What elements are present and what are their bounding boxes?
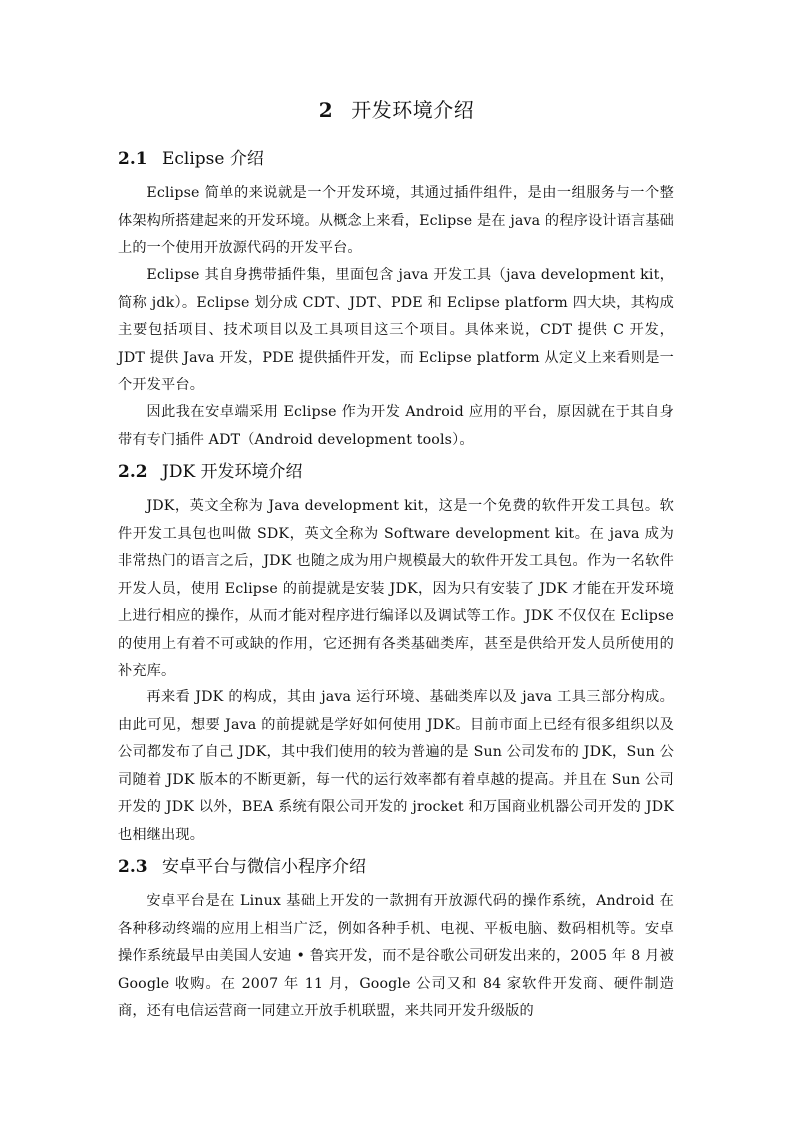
section-number: 2.3 <box>118 857 148 877</box>
section-title: JDK 开发环境介绍 <box>162 462 303 482</box>
chapter-title-text: 开发环境介绍 <box>351 98 475 122</box>
paragraph: Eclipse 其自身携带插件集，里面包含 java 开发工具（java development kit，简称 jdk）。Eclipse 划分成 CDT、JDT、PDE 和 Eclipse platform 四大块，其构成主要包括项目、技术项目以及工具项目这三个项目。具体来说，CDT 提供 C 开发，JDT 提供 Java 开发，PDE 提供插件开发，而 Eclipse platform 从定义上来看则是一个开发平台。 <box>118 267 674 393</box>
section-heading-2-3 <box>118 853 366 881</box>
paragraph: JDK，英文全称为 Java development kit，这是一个免费的软件开发工具包。软件开发工具包也叫做 SDK，英文全称为 Software development kit。在 java 成为非常热门的语言之后，JDK 也随之成为用户规模最大的软件开发工具包。作为一名软件开发人员，使用 Eclipse 的前提就是安装 JDK，因为只有安装了 JDK 才能在开发环境上进行相应的操作，从而才能对程序进行编译以及调试等工作。JDK 不仅仅在 Eclipse 的使用上有着不可或缺的作用，它还拥有各类基础类库，甚至是供给开发人员所使用的补充库。 <box>118 498 674 679</box>
section-title: 安卓平台与微信小程序介绍 <box>162 857 366 877</box>
chapter-title <box>0 92 793 128</box>
section-heading-2-1 <box>118 145 264 173</box>
paragraph: 因此我在安卓端采用 Eclipse 作为开发 Android 应用的平台，原因就在于其自身带有专门插件 ADT（Android development tools）。 <box>118 404 674 448</box>
paragraph: Eclipse 简单的来说就是一个开发环境，其通过插件组件，是由一组服务与一个整体架构所搭建起来的开发环境。从概念上来看，Eclipse 是在 java 的程序设计语言基础上的一个使用开放源代码的开发平台。 <box>118 185 674 256</box>
section-heading-2-2 <box>118 458 303 486</box>
section-number: 2.1 <box>118 149 148 169</box>
paragraph: 安卓平台是在 Linux 基础上开发的一款拥有开放源代码的操作系统，Android 在各种移动终端的应用上相当广泛，例如各种手机、电视、平板电脑、数码相机等。安卓操作系统最早由美国人安迪 • 鲁宾开发，而不是谷歌公司研发出来的，2005 年 8 月被 Google 收购。在 2007 年 11 月，Google 公司又和 84 家软件开发商、硬件制造商，还有电信运营商一同建立开放手机联盟，来共同开发升级版的 <box>118 893 674 1019</box>
chapter-number: 2 <box>318 98 334 122</box>
section-number: 2.2 <box>118 462 148 482</box>
section-title: Eclipse 介绍 <box>162 149 264 169</box>
paragraph: 再来看 JDK 的构成，其由 java 运行环境、基础类库以及 java 工具三部分构成。由此可见，想要 Java 的前提就是学好如何使用 JDK。目前市面上已经有很多组织以及公司都发布了自己 JDK，其中我们使用的较为普遍的是 Sun 公司发布的 JDK，Sun 公司随着 JDK 版本的不断更新，每一代的运行效率都有着卓越的提高。并且在 Sun 公司开发的 JDK 以外，BEA 系统有限公司开发的 jrocket 和万国商业机器公司开发的 JDK 也相继出现。 <box>118 689 674 843</box>
